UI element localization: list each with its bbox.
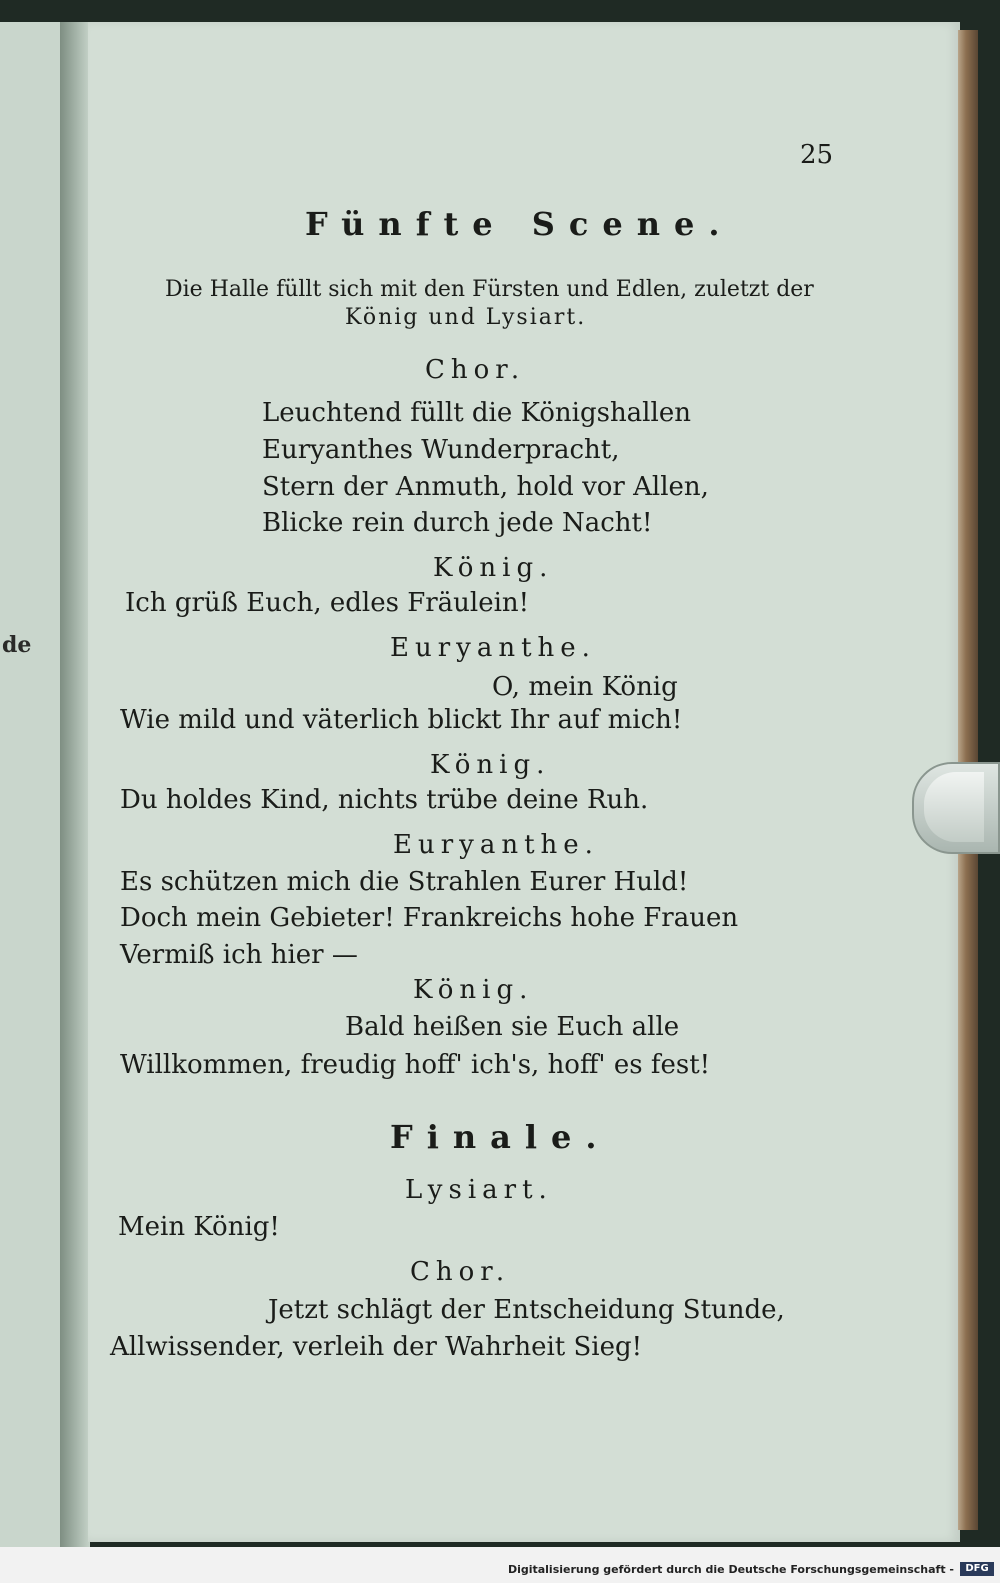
verse-line: O, mein König	[492, 672, 678, 702]
stage-direction-line-2: König und Lysiart.	[345, 305, 587, 330]
speaker-label: Chor.	[425, 355, 526, 385]
stage-direction-line-1: Die Halle füllt sich mit den Fürsten und Edlen, zuletzt der	[165, 277, 814, 302]
scene-title: Fünfte Scene.	[305, 205, 734, 243]
page-clip-highlight	[924, 772, 984, 842]
verse-line: Blicke rein durch jede Nacht!	[262, 508, 653, 538]
verse-line: Jetzt schlägt der Entscheidung Stunde,	[268, 1295, 785, 1325]
speaker-label: Chor.	[410, 1257, 511, 1287]
verse-line: Willkommen, freudig hoff' ich's, hoff' es fest!	[120, 1050, 711, 1080]
verse-line: Leuchtend füllt die Königshallen	[262, 398, 691, 428]
verse-line: Wie mild und väterlich blickt Ihr auf mich!	[120, 705, 683, 735]
dfg-logo: DFG	[960, 1562, 994, 1576]
speaker-label: Euryanthe.	[390, 633, 596, 663]
verse-line: Stern der Anmuth, hold vor Allen,	[262, 472, 709, 502]
speaker-label: Lysiart.	[405, 1175, 553, 1205]
verse-line: Bald heißen sie Euch alle	[345, 1012, 680, 1042]
speaker-label: König.	[433, 553, 554, 583]
book-gutter	[60, 22, 90, 1547]
verse-line: Ich grüß Euch, edles Fräulein!	[125, 588, 530, 618]
speaker-label: Euryanthe.	[393, 830, 599, 860]
verse-line: Doch mein Gebieter! Frankreichs hohe Frauen	[120, 903, 739, 933]
verse-line: Du holdes Kind, nichts trübe deine Ruh.	[120, 785, 649, 815]
finale-title: Finale.	[390, 1118, 611, 1156]
speaker-label: König.	[413, 975, 534, 1005]
funding-credit: Digitalisierung gefördert durch die Deutsche Forschungsgemeinschaft -	[507, 1563, 954, 1576]
page-number: 25	[800, 140, 834, 170]
verse-line: Es schützen mich die Strahlen Eurer Huld!	[120, 867, 689, 897]
verse-line: Euryanthes Wunderpracht,	[262, 435, 620, 465]
speaker-label: König.	[430, 750, 551, 780]
verse-line: Mein König!	[118, 1212, 280, 1242]
verse-line: Allwissender, verleih der Wahrheit Sieg!	[110, 1332, 643, 1362]
previous-page-text-fragment: de	[2, 632, 32, 658]
verse-line: Vermiß ich hier —	[120, 940, 358, 970]
